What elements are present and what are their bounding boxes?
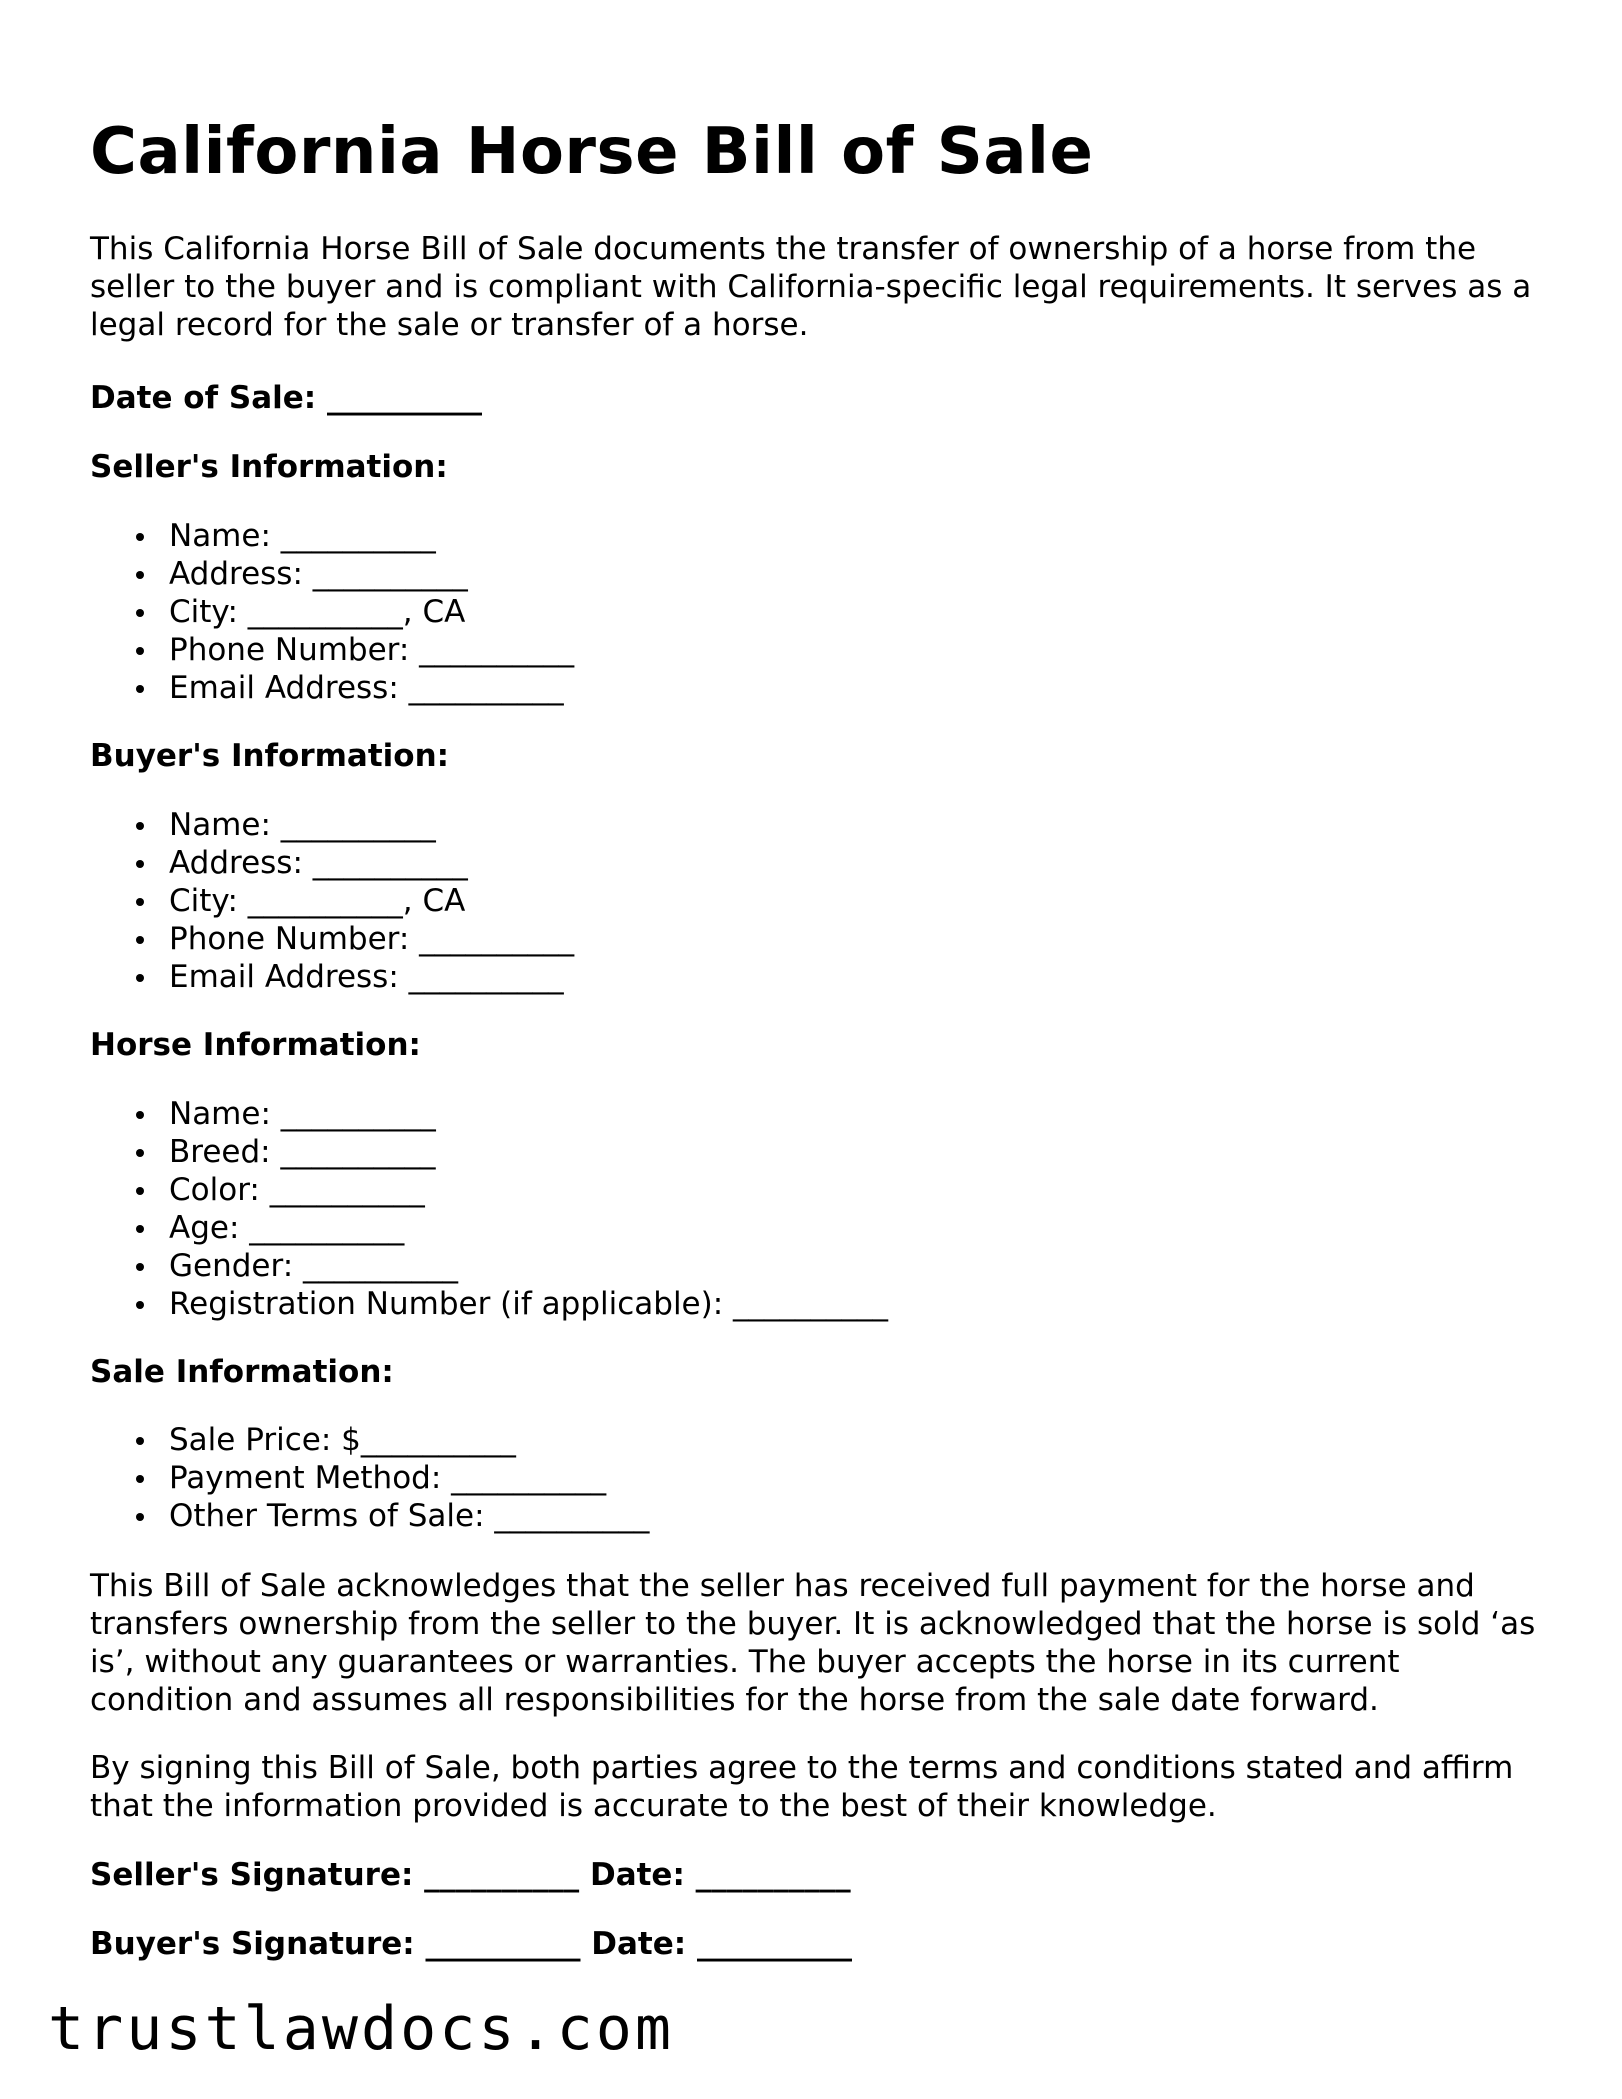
agreement-paragraph: By signing this Bill of Sale, both parties agree to the terms and conditions stated and affirm that the information provided is accurate to the best of their knowledge. — [90, 1750, 1514, 1824]
seller-signature-line: Seller's Signature: __________ Date: __________ — [90, 1857, 851, 1893]
watermark-text: trustlawdocs.com — [48, 1994, 674, 2064]
buyer-address-item: Address: __________ — [90, 844, 574, 882]
horse-heading: Horse Information: — [90, 1027, 421, 1063]
sale-heading: Sale Information: — [90, 1354, 394, 1390]
other-terms-item: Other Terms of Sale: __________ — [90, 1497, 649, 1535]
buyer-phone-item: Phone Number: __________ — [90, 920, 574, 958]
horse-name-item: Name: __________ — [90, 1095, 888, 1133]
horse-gender-item: Gender: __________ — [90, 1247, 888, 1285]
horse-registration-item: Registration Number (if applicable): __________ — [90, 1285, 888, 1323]
buyer-signature-line: Buyer's Signature: __________ Date: __________ — [90, 1926, 852, 1962]
horse-info-list — [90, 1095, 888, 1323]
document-title: California Horse Bill of Sale — [90, 115, 1094, 189]
horse-color-item: Color: __________ — [90, 1171, 888, 1209]
buyer-name-item: Name: __________ — [90, 806, 574, 844]
buyer-city-item: City: __________, CA — [90, 882, 574, 920]
buyer-heading: Buyer's Information: — [90, 738, 450, 774]
seller-address-item: Address: __________ — [90, 555, 574, 593]
seller-city-item: City: __________, CA — [90, 593, 574, 631]
seller-email-item: Email Address: __________ — [90, 669, 574, 707]
seller-heading: Seller's Information: — [90, 449, 448, 485]
seller-info-list — [90, 517, 574, 707]
seller-phone-item: Phone Number: __________ — [90, 631, 574, 669]
acknowledgement-paragraph: This Bill of Sale acknowledges that the seller has received full payment for the horse and transfers ownership from the seller to the buyer. It is acknowledged that the horse is sold ‘as is’, without any guarantees or warranties. The buyer accepts the horse in its current condition and assumes all responsibilities for the horse from the sale date forward. — [90, 1568, 1536, 1718]
date-of-sale-blank: __________ — [326, 380, 482, 416]
buyer-email-item: Email Address: __________ — [90, 958, 574, 996]
buyer-info-list — [90, 806, 574, 996]
sale-info-list — [90, 1421, 649, 1535]
sale-price-item: Sale Price: $__________ — [90, 1421, 649, 1459]
date-of-sale-line — [90, 379, 482, 417]
intro-paragraph: This California Horse Bill of Sale documents the transfer of ownership of a horse from the seller to the buyer and is compliant with California-specific legal requirements. It serves as a legal record for the sale or transfer of a horse. — [90, 231, 1532, 343]
date-of-sale-label: Date of Sale: — [90, 380, 317, 416]
payment-method-item: Payment Method: __________ — [90, 1459, 649, 1497]
horse-age-item: Age: __________ — [90, 1209, 888, 1247]
horse-breed-item: Breed: __________ — [90, 1133, 888, 1171]
seller-name-item: Name: __________ — [90, 517, 574, 555]
